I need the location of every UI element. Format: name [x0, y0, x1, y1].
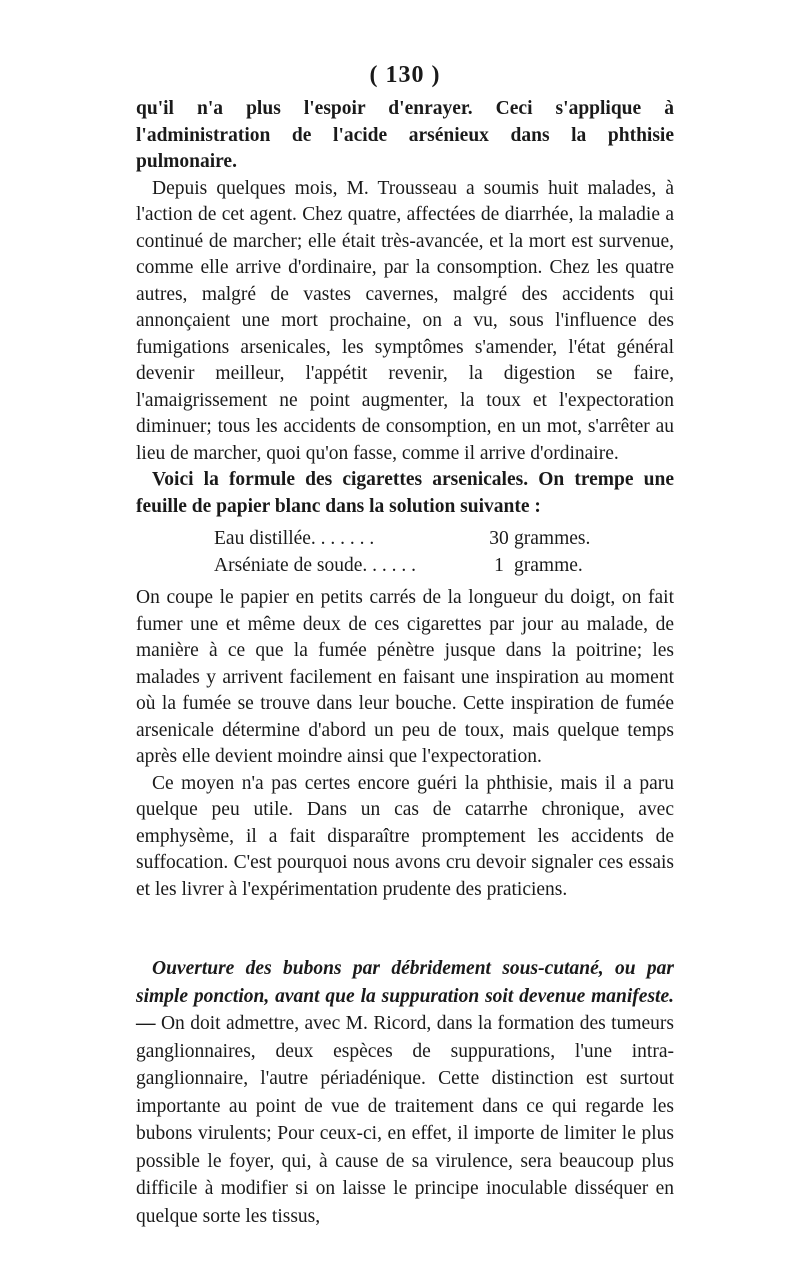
paragraph-formula-intro: Voici la formule des cigarettes arsenicales. On trempe une feuille de papier blanc dans la solution suivante : [136, 469, 674, 517]
section-divider-space [136, 903, 674, 955]
paragraph-conclusion: Ce moyen n'a pas certes encore guéri la phthisie, mais il a paru quelque peu utile. Dans un cas de catarrhe chronique, avec emphysème, il a fait disparaître promptement les accidents de suffocation. C'est pourquoi nous avons cru devoir signaler ces essais et les livrer à l'expérimentation prudente des praticiens. [136, 772, 674, 900]
recipe-quantity: 30 [489, 528, 509, 549]
paragraph-preparation: On coupe le papier en petits carrés de la longueur du doigt, on fait fumer une et même deux de ces cigarettes par jour au malade, de manière à ce que la fumée pénètre jusque dans la poitrine; les malades y arrivent facilement en faisant une inspiration au moment où la fumée se trouve dans leur bouche. Cette inspiration de fumée arsenicale détermine d'abord un peu de toux, mais quelque temps après elle devient moindre ainsi que l'expectoration. [136, 587, 674, 767]
recipe-row [214, 553, 634, 580]
section-paragraph [136, 955, 674, 1230]
page-number: ( 130 ) [369, 62, 441, 88]
paragraph-continuation: qu'il n'a plus l'espoir d'enrayer. Ceci s'applique à l'administration de l'acide arsénieux dans la phthisie pulmonaire. [136, 98, 674, 172]
recipe-table [214, 526, 674, 579]
section-dash: — [136, 1013, 161, 1034]
section-body: On doit admettre, avec M. Ricord, dans la formation des tumeurs ganglionnaires, deux espèces de suppurations, l'une intra-ganglionnaire, l'autre périadénique. Cette distinction est surtout importante au point de vue de traitement dans ce qui regarde les bubons virulents; Pour ceux-ci, en effet, il importe de limiter le plus possible le foyer, qui, à cause de sa virulence, sera beaucoup plus difficile à modifier si on laisse le principe inoculable disséquer en quelque sorte les tissus, [136, 1013, 675, 1227]
recipe-unit: grammes. [514, 528, 591, 549]
recipe-ingredient: Arséniate de soude. . . . . . [214, 554, 416, 576]
recipe-quantity: 1 [494, 554, 504, 576]
recipe-unit: gramme. [514, 554, 583, 576]
section-title: Ouverture des bubons par débridement sous-cutané, ou par simple ponction, avant que la suppuration soit devenue manifeste. [136, 958, 674, 1007]
recipe-row [214, 526, 634, 553]
section-bubons [136, 955, 674, 1230]
paragraph-trousseau: Depuis quelques mois, M. Trousseau a soumis huit malades, à l'action de cet agent. Chez quatre, affectées de diarrhée, la maladie a continué de marcher; elle était très-avancée, et la mort est survenue, comme elle arrive d'ordinaire, par la consomption. Chez les quatre autres, malgré de vastes cavernes, malgré des accidents qui annonçaient une mort prochaine, on a vu, sous l'influence des fumigations arsenicales, les symptômes s'amender, l'état général devenir meilleur, l'appétit revenir, la digestion se faire, l'amaigrissement ne point augmenter, la toux et l'expectoration diminuer; tous les accidents de consomption, en un mot, s'arrêter au lieu de marcher, quoi qu'on fasse, comme il arrive d'ordinaire. [136, 177, 674, 464]
recipe-ingredient: Eau distillée. . . . . . . [214, 528, 375, 549]
